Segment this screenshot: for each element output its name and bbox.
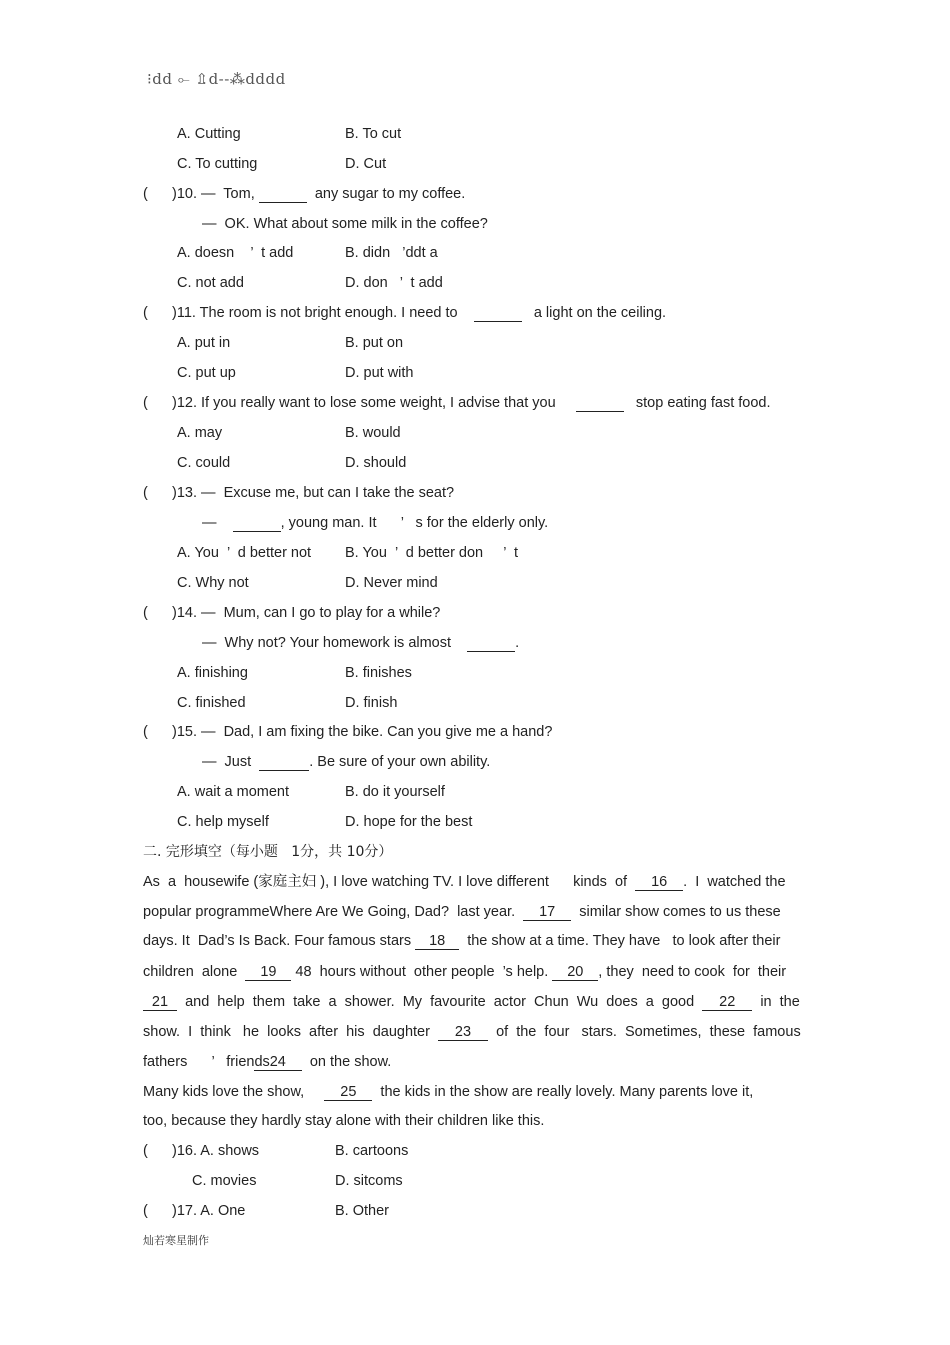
q11-question: )11. The room is not bright enough. I need to a light on the ceiling.: [172, 305, 667, 321]
q9-option-c: C. To cutting: [177, 156, 258, 172]
q16-option-b: B. cartoons: [335, 1143, 409, 1159]
q14-paren: (: [143, 605, 148, 621]
section-title: 二. 完形填空（每小题 1分，共 10分）: [143, 844, 393, 860]
q17-paren: (: [143, 1203, 148, 1219]
passage-line-4: children alone 19 48 hours without other people ’s help. 20 , they need to cook for their: [143, 964, 787, 980]
passage-line-1: As a housewife (家庭主妇 ), I love watching TV. I love different kinds of 16 . I watched the: [143, 874, 786, 890]
q10-option-b: B. didn ’ddt a: [345, 245, 438, 261]
blank-23: 23: [438, 1024, 488, 1041]
q12-option-b: B. would: [345, 425, 401, 441]
q16-paren: (: [143, 1143, 148, 1159]
blank-24: 24: [254, 1054, 302, 1071]
passage-line-9: too, because they hardly stay alone with their children like this.: [143, 1113, 545, 1129]
q12-option-c: C. could: [177, 455, 231, 471]
blank-21: 21: [143, 994, 177, 1011]
blank-19: 19: [245, 964, 291, 981]
q14-option-b: B. finishes: [345, 665, 412, 681]
q11-option-b: B. put on: [345, 335, 404, 351]
q13-option-b: B. You ’ d better don ’ t: [345, 545, 519, 561]
q15-option-b: B. do it yourself: [345, 784, 445, 800]
q16-option-d: D. sitcoms: [335, 1173, 403, 1189]
blank-20: 20: [552, 964, 598, 981]
q16-option-c: C. movies: [192, 1173, 257, 1189]
passage-line-2: popular programmeWhere Are We Going, Dad? last year. 17 similar show comes to us these: [143, 904, 781, 920]
q10-question: )10. — Tom, any sugar to my coffee.: [172, 186, 466, 202]
q13-reply: — , young man. It ’ s for the elderly only.: [202, 515, 549, 531]
q10-option-c: C. not add: [177, 275, 244, 291]
passage-line-5: 21 and help them take a shower. My favourite actor Chun Wu does a good 22 in the: [143, 993, 800, 1011]
q11-option-a: A. put in: [177, 335, 231, 351]
q10-option-d: D. don ’ t add: [345, 275, 443, 291]
passage-line-7: fathers ’ friends24 on the show.: [143, 1054, 392, 1070]
q9-option-b: B. To cut: [345, 126, 402, 142]
blank-18: 18: [415, 933, 459, 950]
q9-option-a: A. Cutting: [177, 126, 241, 142]
page-header: ⁝dd ⟜ ⇫d--⁂dddd: [147, 70, 286, 88]
q10-paren: (: [143, 186, 148, 202]
q12-option-a: A. may: [177, 425, 223, 441]
q13-option-d: D. Never mind: [345, 575, 438, 591]
q13-option-c: C. Why not: [177, 575, 249, 591]
q11-option-d: D. put with: [345, 365, 414, 381]
q16-option-a: )16. A. shows: [172, 1143, 260, 1159]
q10-reply: — OK. What about some milk in the coffee?: [202, 216, 488, 232]
blank-25: 25: [324, 1084, 372, 1101]
q11-option-c: C. put up: [177, 365, 236, 381]
q15-paren: (: [143, 724, 148, 740]
q15-question: )15. — Dad, I am fixing the bike. Can you give me a hand?: [172, 724, 553, 740]
q12-option-d: D. should: [345, 455, 407, 471]
q14-option-d: D. finish: [345, 695, 398, 711]
q17-option-b: B. Other: [335, 1203, 389, 1219]
q13-option-a: A. You ’ d better not: [177, 545, 312, 561]
blank-17: 17: [523, 904, 571, 921]
q15-option-d: D. hope for the best: [345, 814, 473, 830]
q10-option-a: A. doesn ’ t add: [177, 245, 294, 261]
q13-paren: (: [143, 485, 148, 501]
q15-option-c: C. help myself: [177, 814, 269, 830]
q15-option-a: A. wait a moment: [177, 784, 290, 800]
q11-paren: (: [143, 305, 148, 321]
q14-question: )14. — Mum, can I go to play for a while?: [172, 605, 441, 621]
blank-22: 22: [702, 994, 752, 1011]
q12-paren: (: [143, 395, 148, 411]
q14-reply: — Why not? Your homework is almost .: [202, 635, 520, 651]
q15-reply: — Just . Be sure of your own ability.: [202, 754, 491, 770]
q14-option-c: C. finished: [177, 695, 246, 711]
passage-line-8: Many kids love the show, 25 the kids in the show are really lovely. Many parents love it,: [143, 1084, 754, 1100]
q14-option-a: A. finishing: [177, 665, 248, 681]
q12-question: )12. If you really want to lose some weight, I advise that you stop eating fast food.: [172, 395, 771, 411]
passage-line-3: days. It Dad’s Is Back. Four famous stars 18 the show at a time. They have to look after their: [143, 933, 781, 949]
q13-question: )13. — Excuse me, but can I take the seat?: [172, 485, 455, 501]
q9-option-d: D. Cut: [345, 156, 387, 172]
blank-16: 16: [635, 874, 683, 891]
page-footer: 灿若寒星制作: [143, 1234, 209, 1247]
passage-line-6: show. I think he looks after his daughter 23 of the four stars. Sometimes, these famous: [143, 1024, 801, 1040]
q17-option-a: )17. A. One: [172, 1203, 246, 1219]
